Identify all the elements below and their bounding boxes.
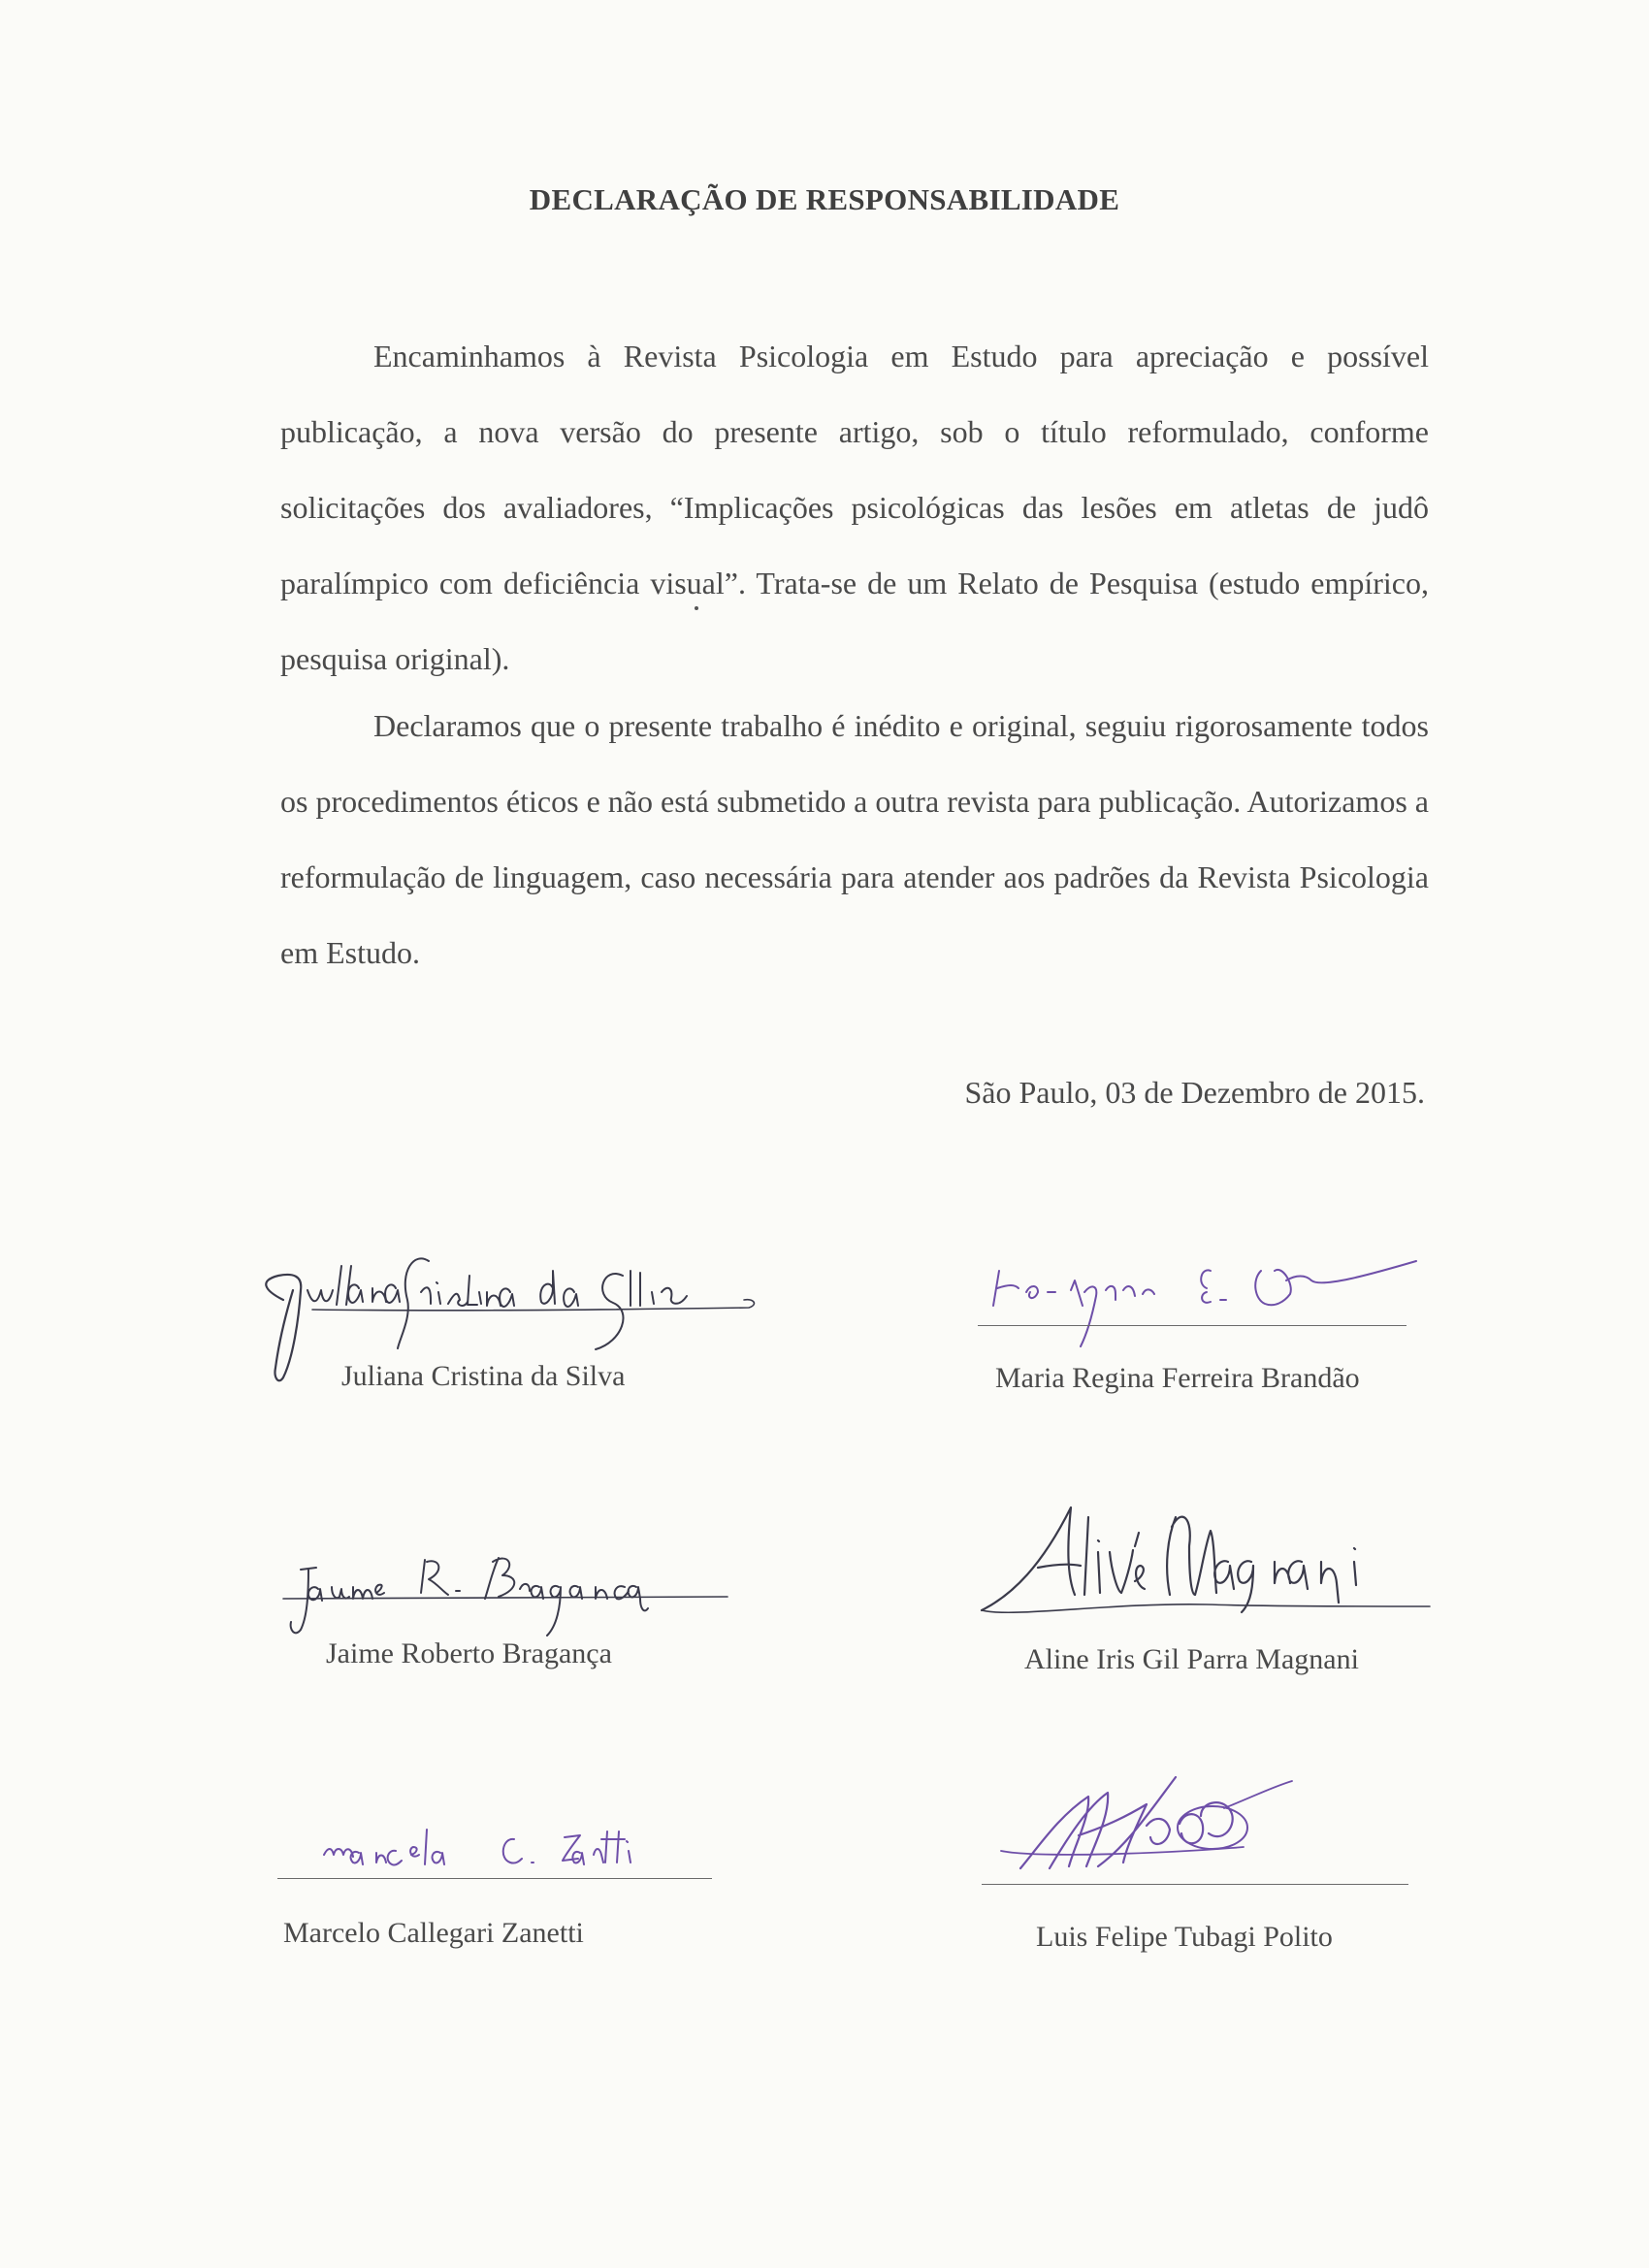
signature-block-maria-regina (978, 1232, 1482, 1426)
paragraph-submission: Encaminhamos à Revista Psicologia em Estudo para apreciação e possível publicação, a nova versão do presente artigo, sob o título reformulado, conforme solicitações dos avaliadores, “Implicações psicológicas das lesões em atletas de judô paralímpico com deficiência visual”. Trata-se de um Relato de Pesquisa (estudo empírico, pesquisa original). (280, 339, 1429, 676)
document-title: DECLARAÇÃO DE RESPONSABILIDADE (529, 182, 1120, 216)
handwritten-signature-marcelo (277, 1797, 724, 1894)
signature-block-aline (974, 1498, 1439, 1692)
signer-name-aline: Aline Iris Gil Parra Magnani (1024, 1643, 1359, 1675)
signature-block-juliana (254, 1232, 759, 1426)
signer-name-juliana: Juliana Cristina da Silva (341, 1360, 626, 1392)
signature-line-juliana (254, 1321, 759, 1322)
paragraph-declaration: Declaramos que o presente trabalho é inédito e original, seguiu rigorosamente todos os procedimentos éticos e não está submetido a outra revista para publicação. Autorizamos a reformulação de linguagem, caso necessária para atender aos padrões da Revista Psicologia em Estudo. (280, 708, 1429, 970)
signature-line-marcelo (277, 1878, 712, 1879)
signer-name-jaime: Jaime Roberto Bragança (326, 1637, 612, 1669)
handwritten-signature-maria-regina (978, 1232, 1482, 1377)
handwritten-signature-aline (974, 1498, 1439, 1643)
handwritten-signature-luis-felipe (982, 1758, 1438, 1894)
signer-name-marcelo: Marcelo Callegari Zanetti (283, 1917, 584, 1949)
signer-name-luis-felipe: Luis Felipe Tubagi Polito (1036, 1921, 1333, 1953)
signature-line-maria-regina (978, 1325, 1406, 1326)
stray-ink-dot (695, 606, 698, 610)
signer-name-maria-regina: Maria Regina Ferreira Brandão (995, 1362, 1360, 1394)
place-and-date: São Paulo, 03 de Dezembro de 2015. (964, 1075, 1425, 1110)
signature-block-luis-felipe (982, 1758, 1438, 1952)
signature-block-marcelo (277, 1797, 724, 1991)
signature-block-jaime (272, 1531, 757, 1725)
signature-line-luis-felipe (982, 1884, 1408, 1885)
